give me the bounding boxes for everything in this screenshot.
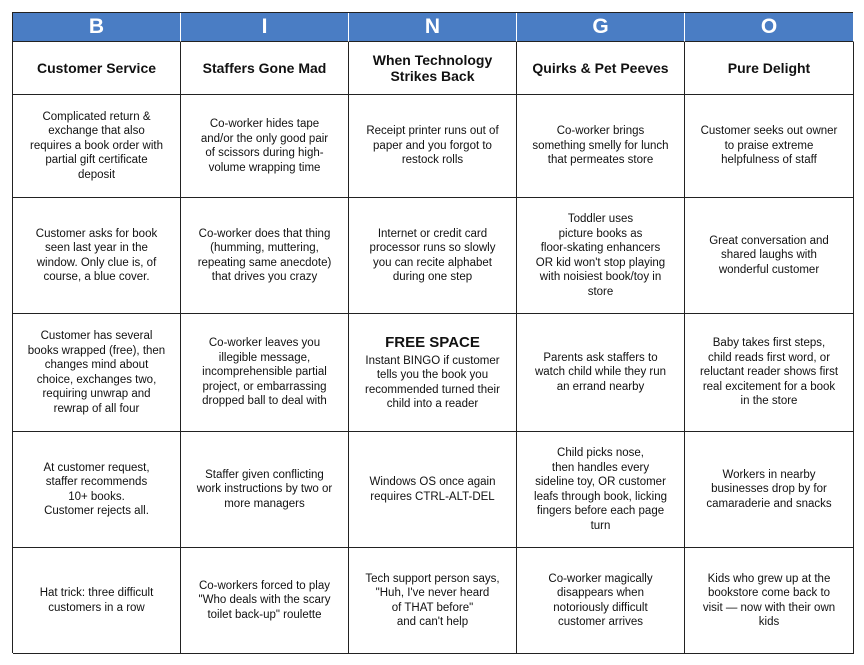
letter-g: G: [517, 13, 685, 42]
letter-b: B: [13, 13, 181, 42]
category-staffers-gone-mad: Staffers Gone Mad: [181, 42, 349, 95]
bingo-square[interactable]: Customer has several books wrapped (free), then changes mind about choice, exchanges two, requiring unwrap and rewrap of all four: [13, 314, 181, 432]
bingo-square[interactable]: Child picks nose, then handles every sideline toy, OR customer leafs through book, licking fingers before each page turn: [517, 432, 685, 548]
bingo-square[interactable]: Parents ask staffers to watch child while they run an errand nearby: [517, 314, 685, 432]
bingo-square[interactable]: Windows OS once again requires CTRL-ALT-DEL: [349, 432, 517, 548]
bingo-square[interactable]: Co-worker brings something smelly for lunch that permeates store: [517, 95, 685, 198]
category-pure-delight: Pure Delight: [685, 42, 854, 95]
category-technology: When Technology Strikes Back: [349, 42, 517, 95]
bingo-square[interactable]: Internet or credit card processor runs so slowly you can recite alphabet during one step: [349, 198, 517, 314]
category-customer-service: Customer Service: [13, 42, 181, 95]
category-quirks: Quirks & Pet Peeves: [517, 42, 685, 95]
bingo-square[interactable]: Customer seeks out owner to praise extreme helpfulness of staff: [685, 95, 854, 198]
bingo-square[interactable]: Workers in nearby businesses drop by for camaraderie and snacks: [685, 432, 854, 548]
bingo-square[interactable]: Toddler uses picture books as floor-skating enhancers OR kid won't stop playing with noisiest book/toy in store: [517, 198, 685, 314]
bingo-square[interactable]: At customer request, staffer recommends 10+ books. Customer rejects all.: [13, 432, 181, 548]
bingo-square[interactable]: Co-worker does that thing (humming, muttering, repeating same anecdote) that drives you crazy: [181, 198, 349, 314]
free-space-square[interactable]: [349, 314, 517, 432]
bingo-square[interactable]: Co-worker hides tape and/or the only good pair of scissors during high- volume wrapping time: [181, 95, 349, 198]
letter-o: O: [685, 13, 854, 42]
bingo-square[interactable]: Receipt printer runs out of paper and you forgot to restock rolls: [349, 95, 517, 198]
free-space-text: Instant BINGO if customer tells you the book you recommended turned their child into a reader: [365, 354, 500, 410]
bingo-square[interactable]: Baby takes first steps, child reads first word, or reluctant reader shows first real excitement for a book in the store: [685, 314, 854, 432]
bingo-square[interactable]: Great conversation and shared laughs with wonderful customer: [685, 198, 854, 314]
bingo-square[interactable]: Co-worker magically disappears when notoriously difficult customer arrives: [517, 548, 685, 654]
bingo-square[interactable]: Co-worker leaves you illegible message, incomprehensible partial project, or embarrassing dropped ball to deal with: [181, 314, 349, 432]
bingo-board: [12, 12, 853, 653]
bingo-square[interactable]: Hat trick: three difficult customers in a row: [13, 548, 181, 654]
bingo-square[interactable]: Kids who grew up at the bookstore come back to visit — now with their own kids: [685, 548, 854, 654]
bingo-square[interactable]: Co-workers forced to play "Who deals with the scary toilet back-up" roulette: [181, 548, 349, 654]
bingo-square[interactable]: Customer asks for book seen last year in the window. Only clue is, of course, a blue cover.: [13, 198, 181, 314]
free-space-title: FREE SPACE: [385, 333, 480, 351]
letter-n: N: [349, 13, 517, 42]
bingo-square[interactable]: Tech support person says, "Huh, I've never heard of THAT before" and can't help: [349, 548, 517, 654]
bingo-square[interactable]: Staffer given conflicting work instructions by two or more managers: [181, 432, 349, 548]
bingo-square[interactable]: Complicated return & exchange that also requires a book order with partial gift certificate deposit: [13, 95, 181, 198]
letter-i: I: [181, 13, 349, 42]
